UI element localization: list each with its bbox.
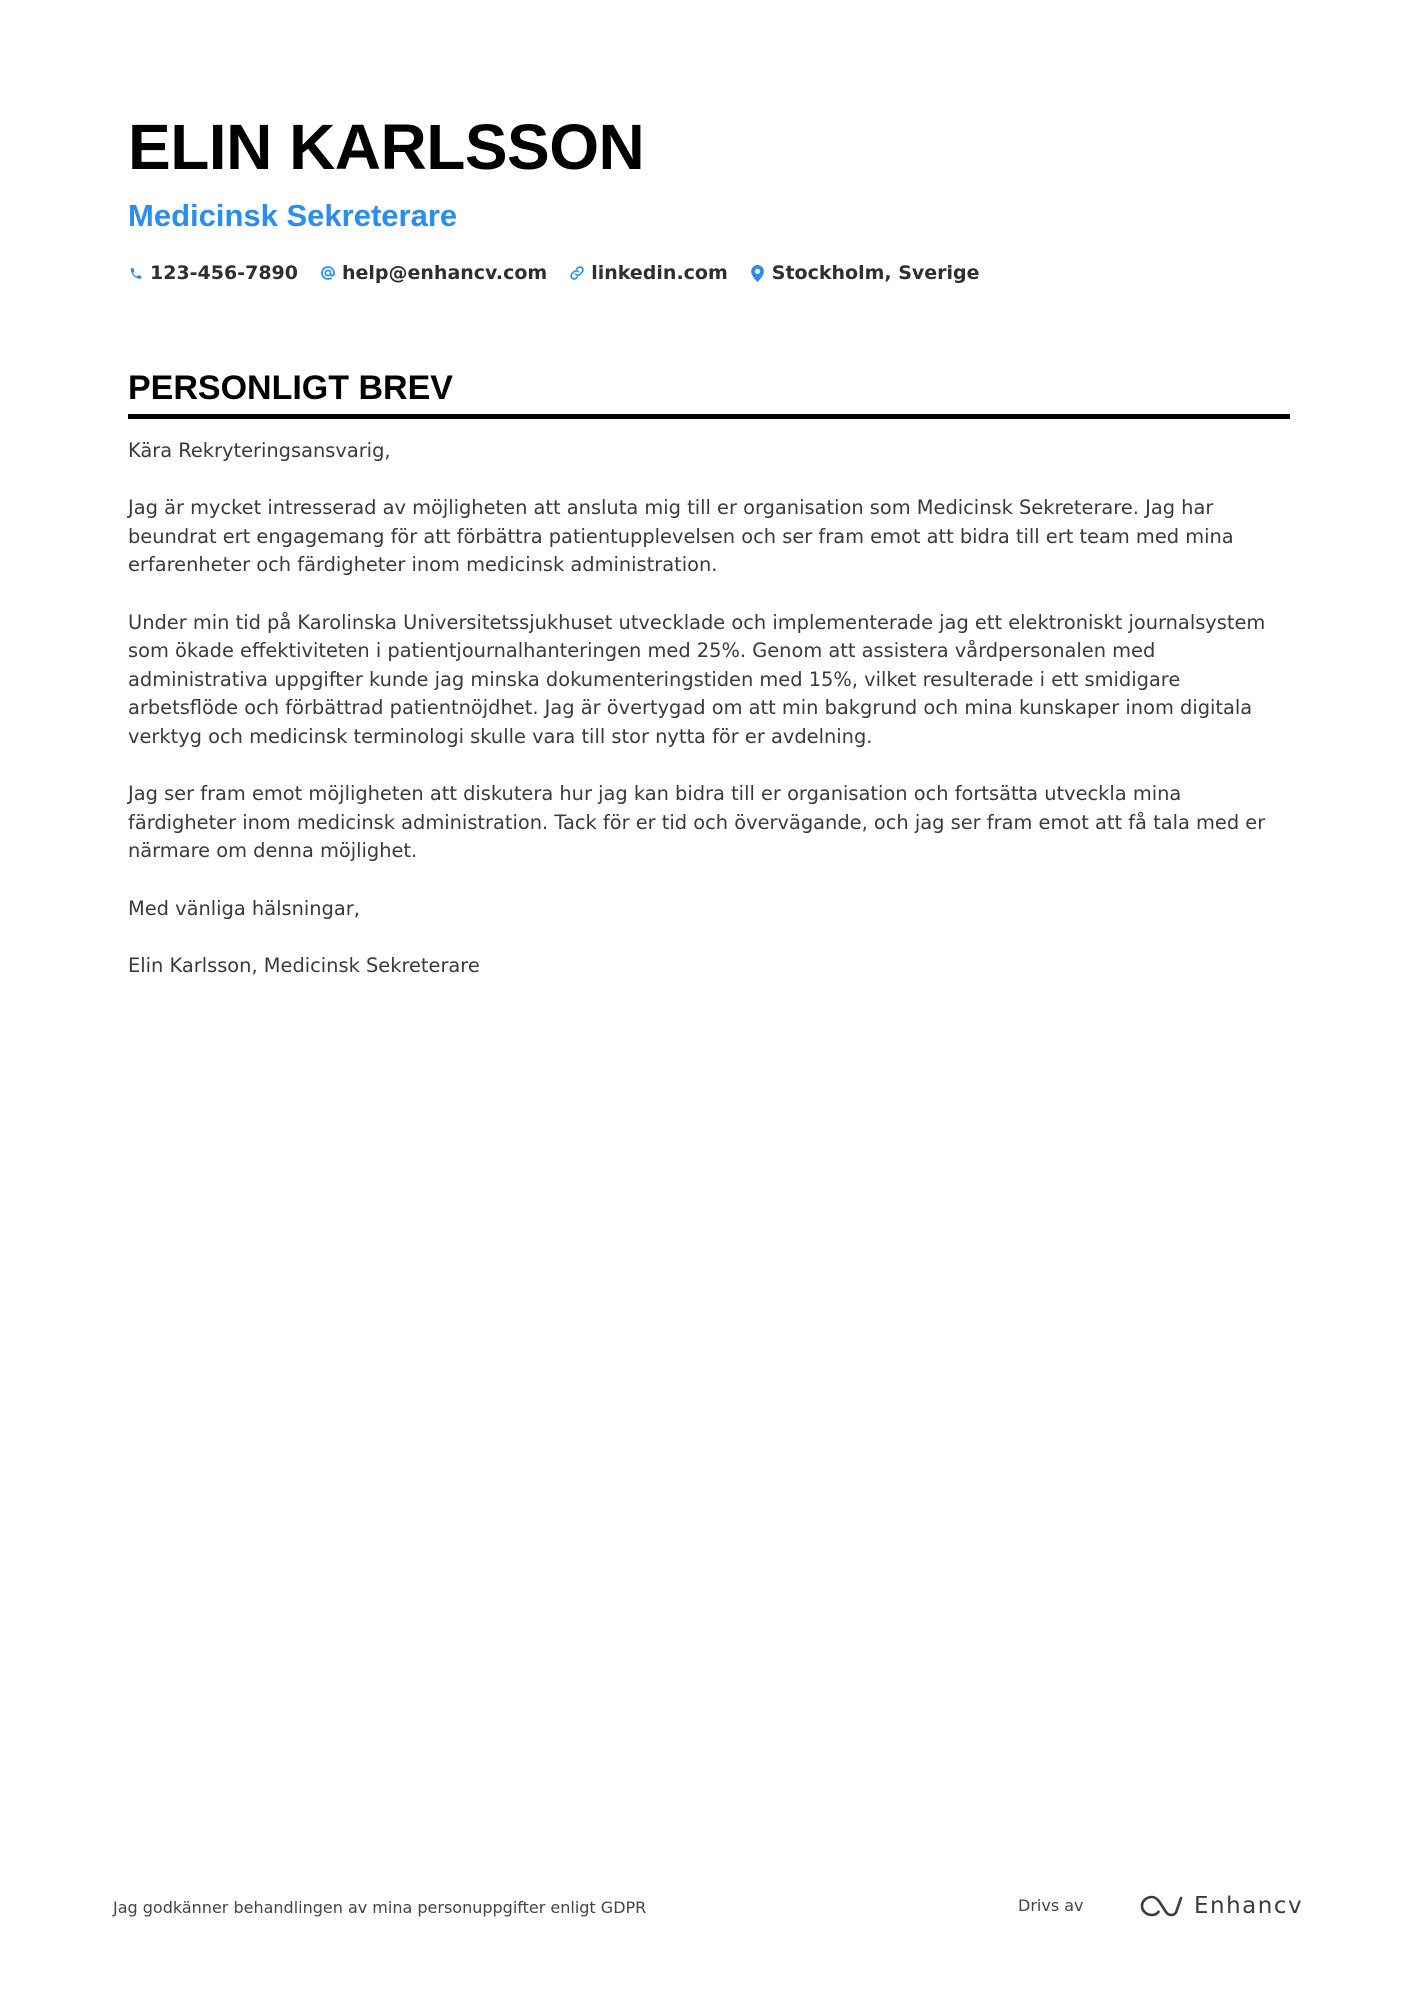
powered-by-label: Drivs av — [1018, 1896, 1084, 1915]
letter-paragraph: Jag är mycket intresserad av möjligheten att ansluta mig till er organisation som Medicinsk Sekreterare. Jag har beundrat ert engagemang för att förbättra patientupplevelsen och ser fram emot att bidra till ert team med mina erfarenheter och färdigheter inom medicinsk administration. — [128, 496, 1234, 577]
gdpr-consent: Jag godkänner behandlingen av mina personuppgifter enligt GDPR — [113, 1898, 647, 1917]
contact-location — [750, 262, 980, 284]
contact-email — [320, 262, 547, 284]
section-title: PERSONLIGT BREV — [128, 366, 1290, 419]
header — [128, 108, 1288, 288]
contact-phone — [128, 262, 298, 284]
link-icon — [569, 264, 585, 282]
contact-info — [128, 258, 1288, 288]
letter-paragraph: Jag ser fram emot möjligheten att diskutera hur jag kan bidra till er organisation och fortsätta utveckla mina färdigheter inom medicinsk administration. Tack för er tid och övervägande, och jag ser fram emot att få tala med er närmare om denna möjlighet. — [128, 782, 1266, 863]
job-title: Medicinsk Sekreterare — [128, 198, 458, 233]
letter-body — [128, 437, 1290, 980]
enhancv-logo-icon — [1138, 1893, 1184, 1919]
letter-signature: Elin Karlsson, Medicinsk Sekreterare — [128, 953, 480, 977]
contact-linkedin — [569, 262, 728, 284]
phone-number: 123-456-7890 — [150, 262, 298, 284]
letter-paragraph: Under min tid på Karolinska Universitetssjukhuset utvecklade och implementerade jag ett elektroniskt journalsystem som ökade effektiviteten i patientjournalhanteringen med 25%. Genom att assistera vårdpersonalen med administrativa uppgifter kunde jag minska dokumenteringstiden med 15%, vilket resulterade i ett smidigare arbetsflöde och förbättrad patientnöjdhet. Jag är övertygad om att min bakgrund och mina kunskaper inom digitala verktyg och medicinsk terminologi skulle vara till stor nytta för er avdelning. — [128, 610, 1266, 748]
footer — [113, 1888, 1304, 1928]
candidate-name: ELIN KARLSSON — [128, 111, 645, 183]
brand-name: Enhancv — [1194, 1893, 1304, 1919]
letter-greeting: Kära Rekryteringsansvarig, — [128, 439, 391, 462]
at-icon — [320, 264, 336, 282]
location-pin-icon — [750, 264, 766, 282]
email-address: help@enhancv.com — [341, 262, 548, 284]
phone-icon — [128, 264, 144, 282]
letter-closing: Med vänliga hälsningar, — [128, 896, 360, 920]
cover-letter-section — [128, 366, 1290, 1009]
linkedin-url: linkedin.com — [591, 262, 728, 284]
location-text: Stockholm, Sverige — [771, 262, 980, 284]
enhancv-brand[interactable] — [1138, 1888, 1303, 1924]
